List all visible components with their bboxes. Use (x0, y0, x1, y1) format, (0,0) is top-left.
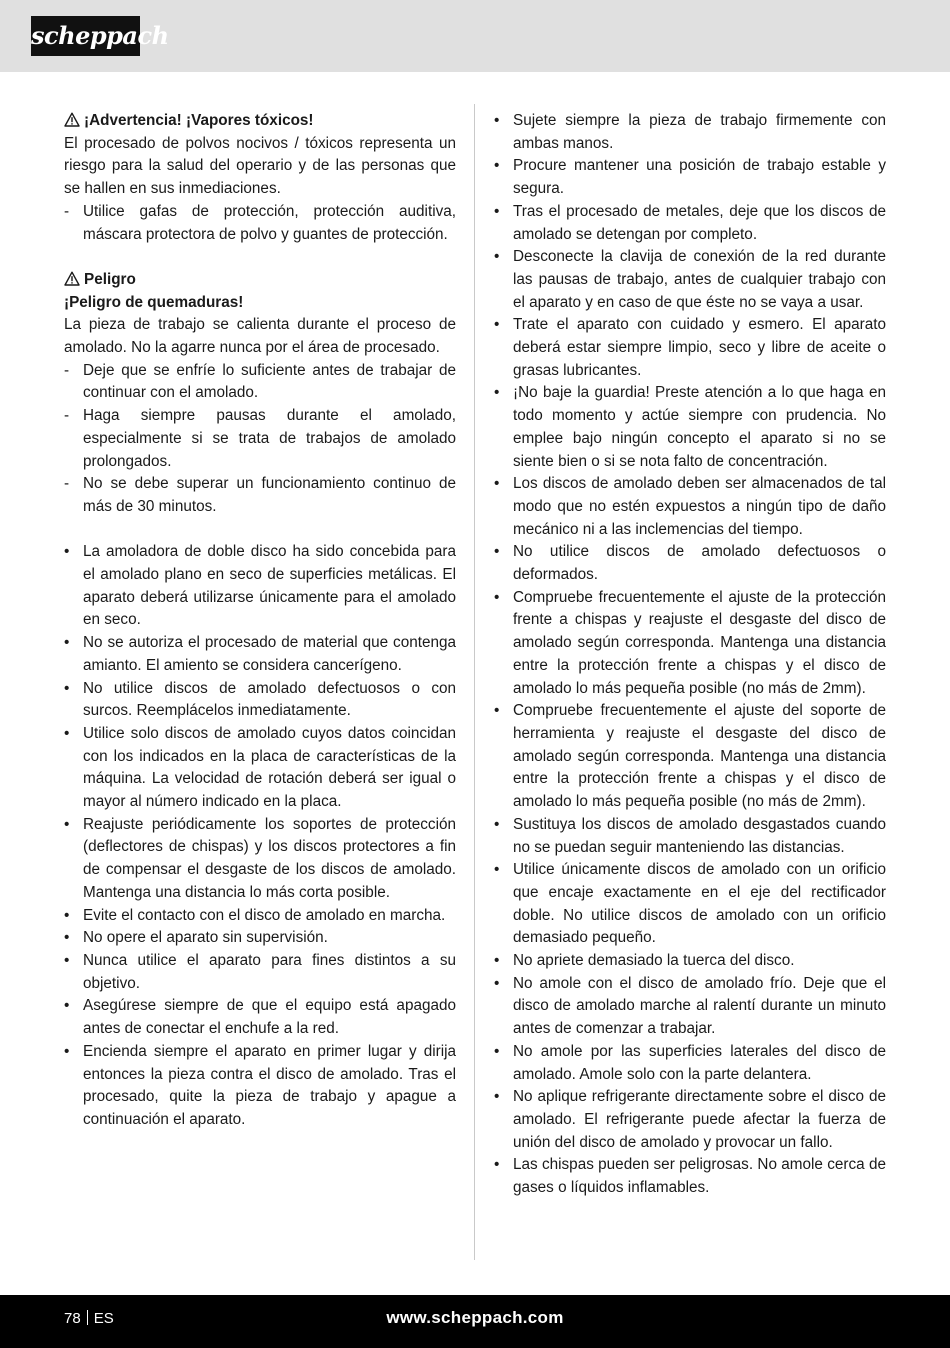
dash-list-item: - Haga siempre pausas durante el amolado, especialmente si se trata de trabajos de amolado prolongados. (64, 407, 456, 470)
bullet-list-item: • Trate el aparato con cuidado y esmero. El aparato deberá estar siempre limpio, seco y libre de aceite o grasas lubricantes. (494, 316, 886, 379)
bullet-list-item: • Asegúrese siempre de que el equipo está apagado antes de conectar el enchufe a la red. (64, 997, 456, 1038)
burn-danger-text: La pieza de trabajo se calienta durante el proceso de amolado. No la agarre nunca por el área de procesado. (64, 316, 456, 357)
bullet-list-item: • No aplique refrigerante directamente sobre el disco de amolado. El refrigerante puede afectar la fuerza de unión del disco de amolado y provocar un fallo. (494, 1088, 886, 1151)
warning-triangle-icon (64, 271, 80, 286)
dash-list-item: - Utilice gafas de protección, protección auditiva, máscara protectora de polvo y guantes de protección. (64, 202, 456, 243)
bullet-list-item: • No opere el aparato sin supervisión. (64, 929, 328, 947)
bullet-list-item: • No amole con el disco de amolado frío. Deje que el disco de amolado marche al ralentí durante un minuto antes de comenzar a trabajar. (494, 974, 886, 1038)
bullet-list-item: • No utilice discos de amolado defectuosos o deformados. (494, 543, 886, 584)
bullet-list-item: • Utilice solo discos de amolado cuyos datos coincidan con los indicados en la placa de características de la máquina. La velocidad de rotación deberá ser igual o mayor al número indicado en la placa. (64, 724, 456, 811)
left-safety-bullets (64, 541, 456, 1131)
bullet-list-item: • Sustituya los discos de amolado desgastados cuando no se puedan seguir manteniendo las distancias. (494, 815, 886, 856)
warning-toxic-fumes-text: El procesado de polvos nocivos / tóxicos representa un riesgo para la salud del operario y de las personas que se hallen en sus inmediaciones. (64, 134, 456, 198)
bullet-list-item: • Utilice únicamente discos de amolado con un orificio que encaje exactamente en el eje del rectificador doble. No utilice discos de amolado con un orificio demasiado pequeño. (494, 861, 886, 947)
bullet-list-item: • La amoladora de doble disco ha sido concebida para el amolado plano en seco de superficies metálicas. El aparato deberá utilizarse únicamente para el amolado en seco. (64, 543, 456, 629)
warning-toxic-fumes-title: ¡Advertencia! ¡Vapores tóxicos! (84, 112, 314, 129)
bullet-list-item: • Sujete siempre la pieza de trabajo firmemente con ambas manos. (494, 112, 886, 152)
column-divider (474, 104, 475, 1260)
warning-toxic-fumes-heading (64, 110, 456, 133)
danger-title: Peligro (84, 270, 136, 288)
bullet-list-item: • Encienda siempre el aparato en primer lugar y dirija entonces la pieza contra el disco de amolado. Tras el procesado, quite la pieza de trabajo y apague a continuación el aparato. (64, 1042, 456, 1128)
bullet-list-item: • Evite el contacto con el disco de amolado en marcha. (64, 906, 446, 924)
website-url: www.scheppach.com (386, 1308, 564, 1327)
bullet-list-item: • No amole por las superficies laterales del disco de amolado. Amole solo con la parte delantera. (494, 1042, 886, 1083)
right-column (494, 110, 886, 1200)
page-number: 78 (64, 1310, 81, 1327)
bullet-list-item: • Tras el procesado de metales, deje que los discos de amolado se detengan por completo. (494, 202, 886, 243)
dash-list-item: - Deje que se enfríe lo suficiente antes de trabajar de continuar con el amolado. (64, 361, 456, 402)
bullet-list-item: • Desconecte la clavija de conexión de la red durante las pausas de trabajo, antes de cualquier trabajo con el aparato y en caso de que éste no se vaya a usar. (494, 248, 886, 311)
bullet-list-item: • Compruebe frecuentemente el ajuste de la protección frente a chispas y reajuste el desgaste del disco de amolado según corresponda. Mantenga una distancia entre la protección frente a chispas y el disco de amolado lo más pequeña posible (no más de 2mm). (494, 588, 886, 697)
language-code: ES (93, 1310, 114, 1327)
burn-danger-subtitle: ¡Peligro de quemaduras! (64, 293, 244, 311)
right-safety-bullets (494, 110, 886, 1200)
bullet-list-item: • Nunca utilice el aparato para fines distintos a su objetivo. (64, 951, 456, 992)
left-column (64, 110, 456, 1132)
bullet-list-item: • No apriete demasiado la tuerca del disco. (494, 952, 795, 970)
bullet-list-item: • No utilice discos de amolado defectuosos o con surcos. Reemplácelos inmediatamente. (64, 679, 456, 720)
dash-list-item: - No se debe superar un funcionamiento continuo de más de 30 minutos. (64, 475, 456, 515)
bullet-list-item: • Procure mantener una posición de trabajo estable y segura. (494, 157, 886, 198)
page-footer (0, 1295, 950, 1348)
warning-toxic-fumes-list (64, 201, 456, 246)
bullet-list-item: • Los discos de amolado deben ser almacenados de tal modo que no estén expuestos a ningún tipo de daño mecánico ni a las inclemencias del tiempo. (494, 475, 886, 538)
warning-triangle-icon (64, 112, 80, 127)
bullet-list-item: • Reajuste periódicamente los soportes de protección (deflectores de chispas) y los discos protectores a fin de compensar el desgaste de los discos de amolado. Mantenga una distancia lo más corta posible. (64, 815, 456, 901)
bullet-list-item: • No se autoriza el procesado de material que contenga amianto. El amiento se considera cancerígeno. (64, 634, 456, 674)
brand-logo: scheppach (31, 16, 140, 56)
bullet-list-item: • Compruebe frecuentemente el ajuste del soporte de herramienta y reajuste el desgaste del disco de amolado según corresponda. Mantenga una distancia entre la protección frente a chispas y el disco de amolado lo más pequeña posible (no más de 2mm). (494, 702, 886, 811)
burn-danger-list (64, 360, 456, 519)
danger-heading (64, 269, 456, 292)
bullet-list-item: • ¡No baje la guardia! Preste atención a lo que haga en todo momento y actúe siempre con prudencia. No emplee bajo ningún concepto el aparato si no se siente bien o si se nota falto de concentración. (494, 384, 886, 470)
bullet-list-item: • Las chispas pueden ser peligrosas. No amole cerca de gases o líquidos inflamables. (494, 1156, 886, 1197)
page-header (0, 0, 950, 72)
